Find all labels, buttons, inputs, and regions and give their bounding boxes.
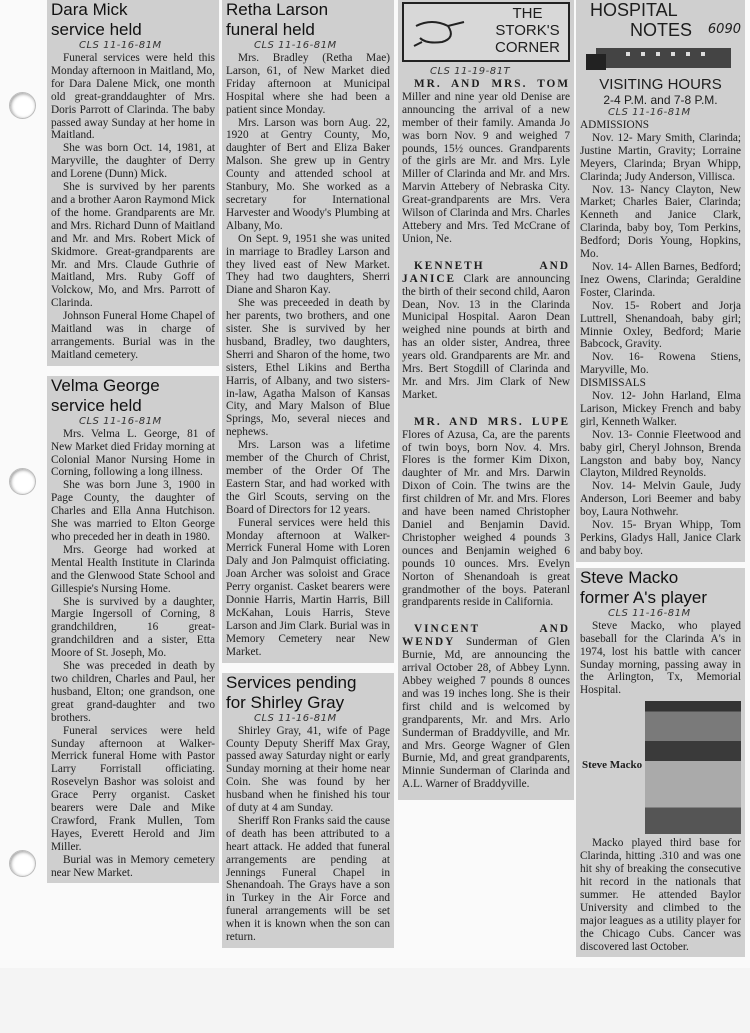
headline: for Shirley Gray <box>226 692 345 712</box>
announcement-text: Clark are announcing the birth of their second child, Aaron Dean, Nov. 13 in the Clarinda Municipal Hospital. Aaron Dean weighed nine pounds at birth and has an older sister, Andrea, three years old. Grandparents are Mr. and Mrs. Bert Stogdill of Clarinda and Mr. and Mrs. Jim Clark of New Market. <box>402 272 570 401</box>
column-1 <box>47 0 219 883</box>
storks-corner-logo <box>402 2 570 62</box>
paragraph: Funeral services were held Sunday afternoon at Walker-Merrick funeral Home with Pastor Larry Forristall officiating. Rosevelyn Bashor was soloist and Grace Perry organist. Casket bearers were Dale and Mike Crawford, Frank Mullen, Tom Hayes, Everett Herold and Jim Miller. <box>51 724 215 853</box>
handwritten-note: CLS 11-19-81T <box>430 66 511 77</box>
dismissal-entry: Nov. 13- Connie Fleetwood and baby girl, Cheryl Johnson, Brenda Langston and baby boy, Nancy Clayton, Mildred Reynolds. <box>580 428 741 480</box>
visiting-hours-label: VISITING HOURS <box>599 76 722 93</box>
paragraph: Mrs. Velma L. George, 81 of New Market died Friday morning at Colonial Manor Nursing Home in Corning, following a long illness. <box>51 427 215 479</box>
article-steve-macko <box>576 568 745 958</box>
paragraph: Mrs. Larson was a lifetime member of the Church of Christ, member of the Order Of The Eastern Star, and had worked with the Girl Scouts, serving on the Board of Directors for 12 years. <box>226 439 390 516</box>
birth-announcement <box>402 78 570 246</box>
hospital-notes <box>576 0 745 562</box>
handwritten-page-number: 6090 <box>707 22 741 37</box>
paragraph: Johnson Funeral Home Chapel of Maitland was in charge of arrangements. Burial was in the Maitland cemetery. <box>51 310 215 361</box>
admission-entry: Nov. 14- Allen Barnes, Bedford; Inez Owens, Clarinda; Geraldine Foster, Clarinda. <box>580 260 741 299</box>
headline: Services pending <box>226 672 357 692</box>
binder-hole <box>9 850 36 877</box>
binder-hole <box>9 92 36 119</box>
paragraph: She is survived by her parents and a brother Aaron Raymond Mick of the home. Grandparents are Mr. and Mrs. Richard Dunn of Maitland and Mr. and Mrs. Robert Mick of Skidmore. Great-grandparents are Mr. and Mrs. Claude Guthrie of Maitland, Mrs. Ruby Goff of Volckow, Mo, and Mrs. Parrott of Clarinda. <box>51 181 215 310</box>
paragraph: Mrs. George had worked at Mental Health Institute in Clarinda and the Glenwood State School and Gillespie's Nursing Home. <box>51 543 215 595</box>
handwritten-note: CLS 11-16-81M <box>608 107 691 118</box>
paragraph: Mrs. Larson was born Aug. 22, 1920 at Gentry County, Mo, daughter of Bert and Eliza Baker Malson. She grew up in Gentry County and attended school at Stanbury, Mo. She worked as a secretary for International Harvester and Woody's Plumbing at Albany, Mo. <box>226 116 390 232</box>
dismissal-entry: Nov. 15- Bryan Whipp, Tom Perkins, Gladys Hall, Janice Clark and baby boy. <box>580 519 741 557</box>
paragraph: On Sept. 9, 1951 she was united in marriage to Bradley Larson and they lived east of New Market. They had two daughters, Sherri Diane and Sharon Kay. <box>226 232 390 297</box>
column-3 <box>398 0 574 800</box>
headline: funeral held <box>226 20 315 39</box>
paragraph: Burial was in Memory cemetery near New Market. <box>51 853 215 879</box>
headline: Steve Macko <box>580 567 679 587</box>
binder-hole <box>9 468 36 495</box>
admission-entry: Nov. 15- Robert and Jorja Luttrell, Shenandoah, baby girl; Minnie Oxley, Bedford; Marie Babcock, Gravity. <box>580 299 741 351</box>
admission-entry: Nov. 13- Nancy Clayton, New Market; Charles Baier, Clarinda; Kenneth and Janice Clark, Clarinda, baby boy, Tom Perkins, Bedford; Doris Young, Hopkins, Mo. <box>580 183 741 261</box>
paragraph: Sheriff Ron Franks said the cause of death has been attributed to a heart attack. He added that funeral arrangements are pending at Jennings Funeral Chapel in Shenandoah. The Grays have a son in Turkey in the Air Force and funeral arrangements will be set when it is known when the son can return. <box>226 814 390 944</box>
article-retha-larson <box>222 0 394 663</box>
handwritten-note: CLS 11-16-81M <box>254 712 337 724</box>
dismissals-heading: DISMISSALS <box>580 377 646 390</box>
birth-announcement <box>402 260 570 402</box>
announcement-lead: MR. AND MRS. TOM <box>414 78 570 90</box>
announcement-text: Sunderman of Glen Burnie, Md, are announcing the arrival October 28, of Abbey Lynn. Abbey weighed 7 pounds 8 ounces and was 19 inches long. She is their first child and is welcomed by grandparents, Mr. and Mrs. Arlo Sunderman of Braddyville, and Mr. and Mrs. George Wagner of Glen Burnie, Md, and great grandparents, Minnie Sunderman of Clarinda and A.L. Warner of Braddyville. <box>402 636 570 791</box>
admissions-heading: ADMISSIONS <box>580 119 650 131</box>
headline: Velma George <box>51 375 160 395</box>
paragraph: Funeral services were held this Monday afternoon in Maitland, Mo, for Dara Dalene Mick, one month old great-granddaughter of Mrs. Doris Parrott of Clarinda. The baby passed away Sunday at her home in Maitland. <box>51 52 215 142</box>
logo-text: THE <box>512 5 543 22</box>
announcement-lead: VINCENT AND WENDY <box>402 623 570 649</box>
photo-area <box>580 697 741 837</box>
visiting-hours: 2-4 P.M. and 7-8 P.M. <box>603 93 718 107</box>
handwritten-note: CLS 11-16-81M <box>79 415 162 427</box>
paragraph: She was born Oct. 14, 1981, at Maryville, the daughter of Derry and Lorene (Dunn) Mick. <box>51 142 215 181</box>
article-shirley-gray <box>222 673 394 948</box>
article-velma-george <box>47 376 219 884</box>
announcement-text: Flores of Azusa, Ca, are the parents of twin boys, born Nov. 4. Mrs. Flores is the former Kim Dixon, daughter of Mr. and Mrs. Darwin Dixon of Coin. The twins are the first children of Mr. and Mrs. Flores and have been named Christopher Daniel and Benjamin David. Christopher weighed 4 pounds 3 ounces and Benjamin weighed 6 pounds 10 ounces. Mrs. Evelyn Norton of Shenandoah is great grandmother of the boys. Pateranl grandparents reside in California. <box>402 428 570 609</box>
birth-announcement <box>402 623 570 791</box>
paragraph: She was preceded in death by two children, Charles and Paul, her husband, Elton; one grandson, one great grand-daughter and two brothers. <box>51 660 215 724</box>
stork-icon <box>412 16 472 48</box>
handwritten-note: CLS 11-16-81M <box>254 40 337 51</box>
announcement-text: Miller and nine year old Denise are announcing the arrival of a new member of their family. Amanda Jo was born Nov. 9 and weighed 7 pounds, 15½ ounces. Grandparents of the girls are Mr. and Mrs. Lyle Miller of Clarinda and Mr. and Mrs. Marvin Attebery of Nebraska City. Great-grandparents are Mrs. Vera Wilson of Clarinda and Mrs. Charles Attebery and Mrs. Ted McCrane of Union, Ne. <box>402 90 570 245</box>
headline: service held <box>51 20 142 39</box>
paragraph: She is survived by a daughter, Margie Ingersoll of Corning, 8 grandchildren, 16 great-grandchildren and a sister, Etta Moore of St. Joseph, Mo. <box>51 595 215 660</box>
paragraph: She was preceeded in death by her parents, two brothers, and one sister. She is survived by her husband, Bradley, two daughters, Sherri and Sharon of the home, two sisters, Ethel Likins and Bertha Harris, of Albany, and two sisters-in-law, Agatha Malson of Kansas City, and Mary Malson of Blue Springs, Mo, several nieces and nephews. <box>226 297 390 439</box>
headline: former A's player <box>580 587 708 607</box>
paragraph: Funeral services were held this Monday afternoon at Walker-Merrick Funeral Home with Loren Daly and Jon Palmquist officiating. Joan Archer was soloist and Grace Perry organist. Casket bearers were Donnie Harris, Martin Harris, Bill McKahan, Louis Harris, Steve Larson and Jim Clark. Burial was in Memory Cemetery near New Market. <box>226 516 390 658</box>
headline: Retha Larson <box>226 0 329 19</box>
paragraph: Shirley Gray, 41, wife of Page County Deputy Sheriff Max Gray, passed away Saturday night or early Sunday morning at their home near Coin. She was found by her husband when he finished his tour of duty at 4 am Sunday. <box>226 724 390 815</box>
announcement-lead: MR. AND MRS. LUPE <box>414 415 570 428</box>
article-dara-mick <box>47 0 219 366</box>
dismissal-entry: Nov. 14- Melvin Gaule, Judy Anderson, Lori Beemer and baby boy, Laura Nothwehr. <box>580 480 741 519</box>
handwritten-note: CLS 11-16-81M <box>608 607 691 619</box>
column-2 <box>222 0 394 948</box>
storks-corner <box>398 0 574 800</box>
birth-announcement <box>402 416 570 610</box>
paragraph: Mrs. Bradley (Retha Mae) Larson, 61, of New Market died Friday afternoon at Municipal Hospital where she had been a patient since Monday. <box>226 52 390 116</box>
hospital-title: NOTES <box>630 20 693 40</box>
paragraph: She was born June 3, 1900 in Page County, the daughter of Charles and Ella Anna Hutchison. She was married to Elton George who preceded her in death in 1980. <box>51 479 215 543</box>
headline: service held <box>51 395 142 415</box>
paragraph: Steve Macko, who played baseball for the Clarinda A's in 1974, lost his battle with cancer Sunday morning, passing away in the Arlington, Tx, Memorial Hospital. <box>580 619 741 697</box>
handwritten-note: CLS 11-16-81M <box>79 40 162 51</box>
photo-caption: Steve Macko <box>582 759 643 772</box>
headline: Dara Mick <box>51 0 128 19</box>
paragraph: Macko played third base for Clarinda, hitting .310 and was one hit shy of breaking the consecutive hit record in the nationals that summer. He attended Baylor University and climbed to the major leagues as a utility player for the Chicago Cubs. Cancer was discovered last October. <box>580 837 741 953</box>
logo-text: STORK'S <box>495 22 560 39</box>
dismissal-entry: Nov. 12- John Harland, Elma Larison, Mickey French and baby girl, Kenneth Walker. <box>580 390 741 428</box>
hospital-building-icon <box>586 40 736 76</box>
column-4 <box>576 0 745 957</box>
hospital-title: HOSPITAL <box>590 0 678 20</box>
steve-macko-photo <box>645 701 741 834</box>
logo-text: CORNER <box>494 39 560 56</box>
admission-entry: Nov. 12- Mary Smith, Clarinda; Justine Martin, Gravity; Lorraine Meyers, Clarinda; Bryan Whipp, Clarinda; Judy Anderson, Villisca. <box>580 131 741 183</box>
admission-entry: Nov. 16- Rowena Stiens, Maryville, Mo. <box>580 351 741 377</box>
page-margin <box>0 968 750 1033</box>
announcement-lead: KENNETH AND JANICE <box>402 259 570 285</box>
